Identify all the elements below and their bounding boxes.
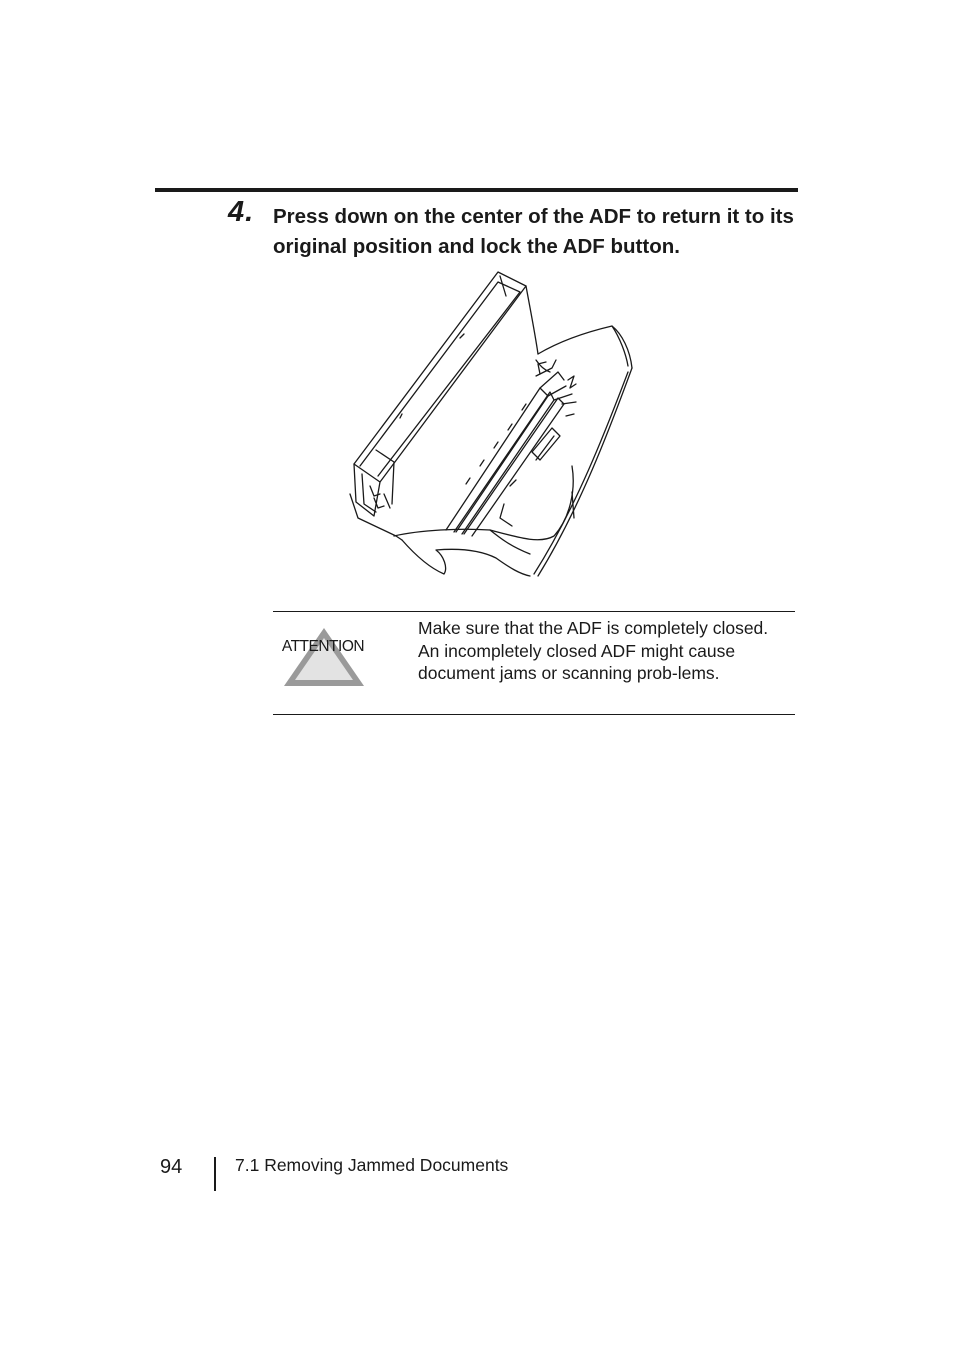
footer-section-title: 7.1 Removing Jammed Documents [235,1155,509,1175]
warning-triangle-icon [281,625,367,689]
attention-note [273,611,795,715]
attention-label: ATTENTION [281,638,365,655]
page-number: 94 [160,1156,183,1178]
scanner-adf-illustration [340,268,640,583]
footer-divider [214,1157,216,1191]
step-top-rule [155,188,798,192]
step-number: 4. [228,196,255,228]
step-instruction: Press down on the center of the ADF to return it to its original position and lock the ADF button. [273,205,794,258]
attention-text: Make sure that the ADF is completely closed. An incompletely closed ADF might cause document jams or scanning prob-lems. [418,618,769,683]
